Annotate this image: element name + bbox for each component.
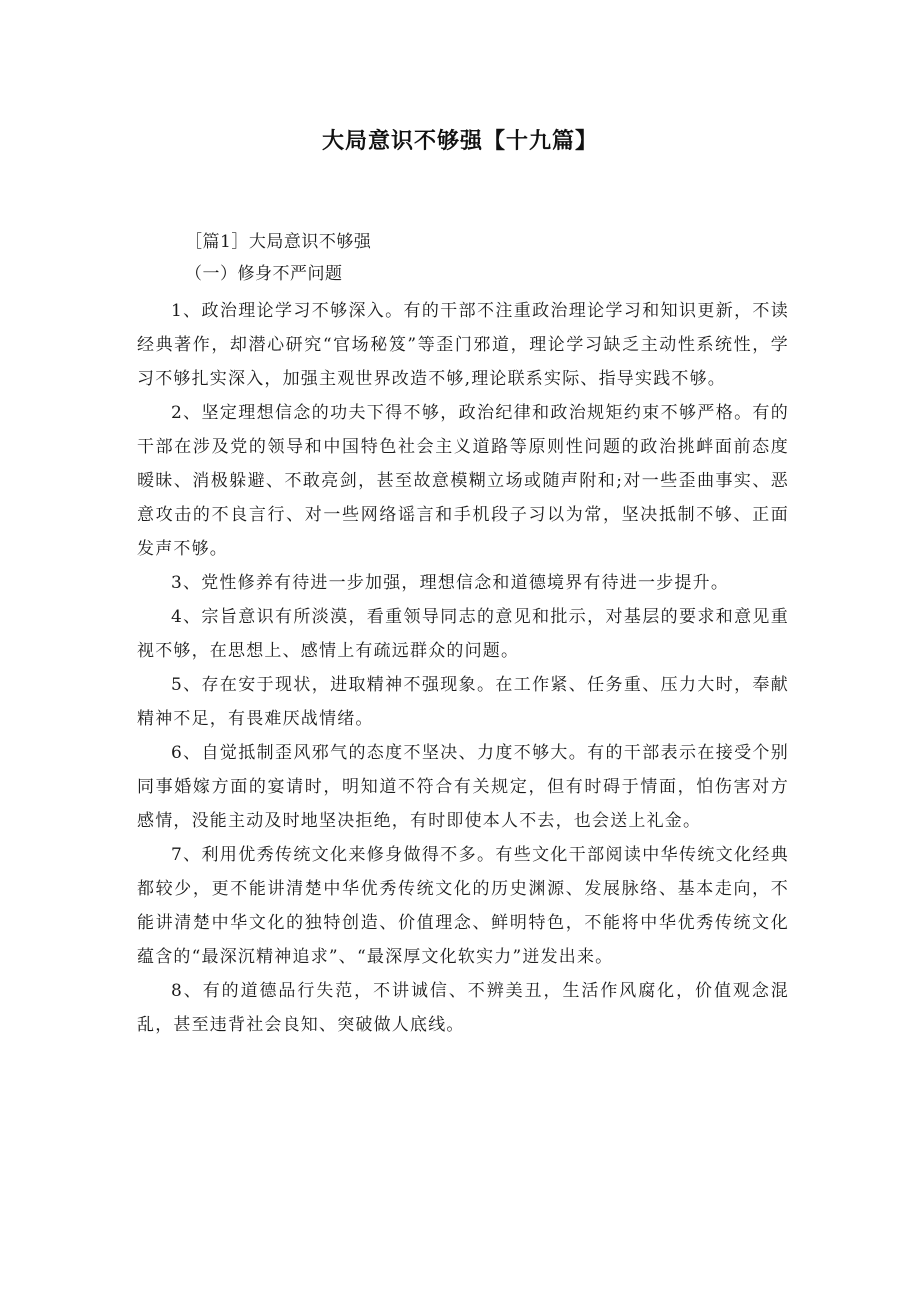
paragraph-2: 2、坚定理想信念的功夫下得不够，政治纪律和政治规矩约束不够严格。有的干部在涉及党的领导和中国特色社会主义道路等原则性问题的政治挑衅面前态度暧昧、消极躲避、不敢亮剑，甚至故意模糊立场或随声附和;对一些歪曲事实、恶意攻击的不良言行、对一些网络谣言和手机段子习以为常，坚决抵制不够、正面发声不够。 bbox=[137, 403, 789, 559]
section-heading: （一）修身不严问题 bbox=[185, 264, 343, 284]
paragraph-1: 1、政治理论学习不够深入。有的干部不注重政治理论学习和知识更新，不读经典著作，却潜心研究“官场秘笈”等歪门邪道，理论学习缺乏主动性系统性，学习不够扎实深入，加强主观世界改造不够,理论联系实际、指导实践不够。 bbox=[137, 301, 789, 389]
article-heading: ［篇1］大局意识不够强 bbox=[185, 232, 372, 252]
document-title: 大局意识不够强【十九篇】 bbox=[321, 129, 598, 154]
paragraph-6: 6、自觉抵制歪风邪气的态度不坚决、力度不够大。有的干部表示在接受个别同事婚嫁方面的宴请时，明知道不符合有关规定，但有时碍于情面，怕伤害对方感情，没能主动及时地坚决拒绝，有时即使本人不去，也会送上礼金。 bbox=[137, 743, 789, 831]
paragraph-3: 3、党性修养有待进一步加强，理想信念和道德境界有待进一步提升。 bbox=[171, 573, 730, 593]
paragraph-5: 5、存在安于现状，进取精神不强现象。在工作紧、任务重、压力大时，奉献精神不足，有畏难厌战情绪。 bbox=[137, 675, 789, 729]
paragraph-4: 4、宗旨意识有所淡漠，看重领导同志的意见和批示，对基层的要求和意见重视不够，在思想上、感情上有疏远群众的问题。 bbox=[137, 607, 789, 661]
document-body bbox=[137, 226, 789, 1042]
paragraph-7: 7、利用优秀传统文化来修身做得不多。有些文化干部阅读中华传统文化经典都较少，更不能讲清楚中华优秀传统文化的历史渊源、发展脉络、基本走向，不能讲清楚中华文化的独特创造、价值理念、鲜明特色，不能将中华优秀传统文化蕴含的“最深沉精神追求”、“最深厚文化软实力”迸发出来。 bbox=[137, 845, 789, 967]
paragraph-8: 8、有的道德品行失范，不讲诚信、不辨美丑，生活作风腐化，价值观念混乱，甚至违背社会良知、突破做人底线。 bbox=[137, 981, 789, 1035]
